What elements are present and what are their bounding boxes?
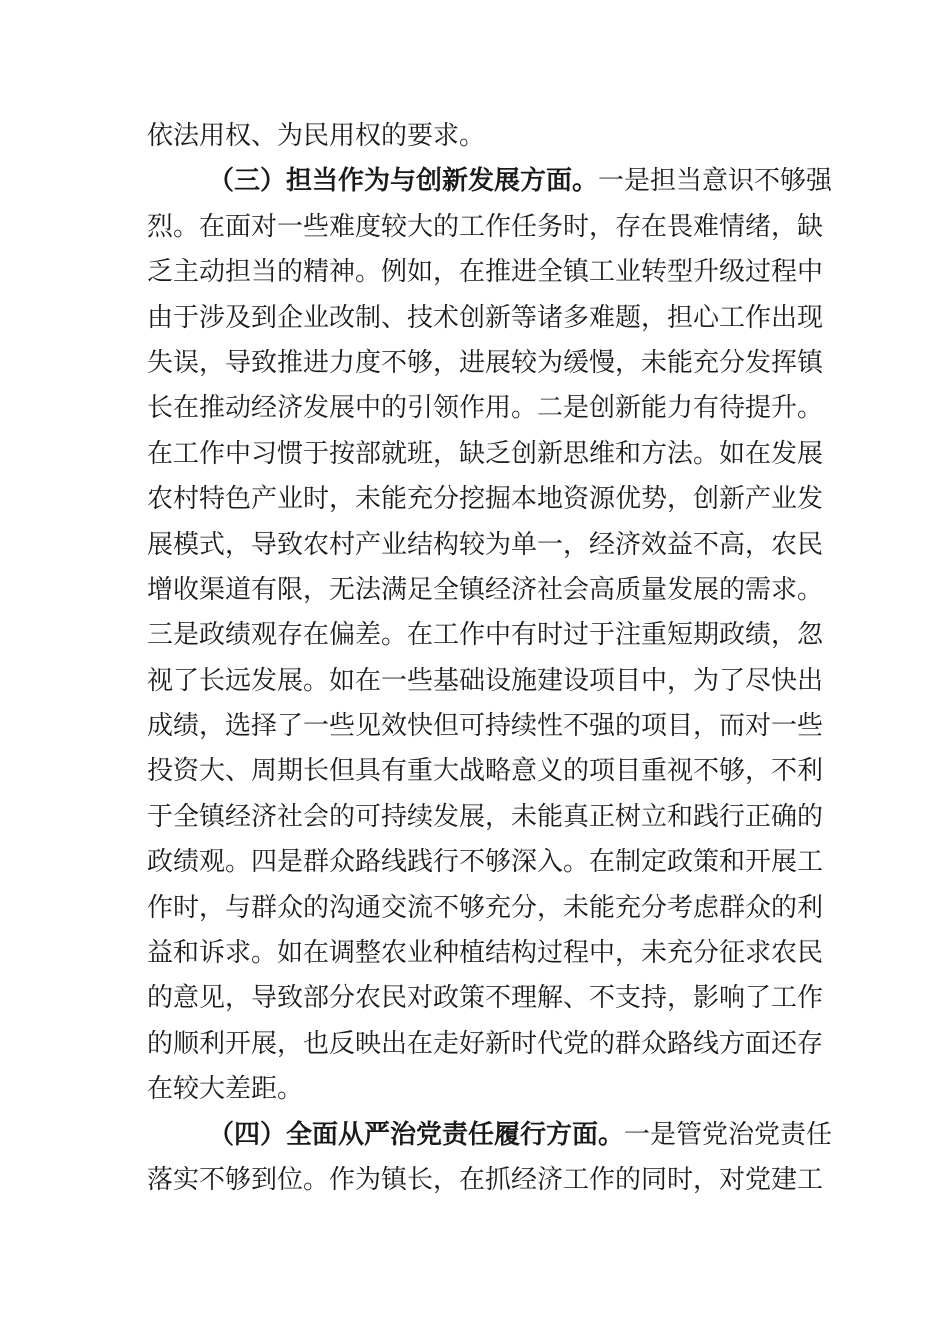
text-span: 在较大差距。	[147, 1074, 304, 1105]
text-line	[147, 659, 824, 704]
text-line	[147, 296, 824, 341]
text-line	[147, 523, 824, 568]
text-line	[147, 341, 824, 386]
text-line	[147, 477, 824, 522]
text-span: 投资大、周期长但具有重大战略意义的项目重视不够，不利	[147, 756, 824, 787]
text-line	[147, 386, 824, 431]
text-span: 的意见，导致部分农民对政策不理解、不支持，影响了工作	[147, 983, 824, 1014]
text-span: 落实不够到位。作为镇长，在抓经济工作的同时，对党建工	[147, 1164, 824, 1195]
text-line	[147, 205, 824, 250]
text-span: 益和诉求。如在调整农业种植结构过程中，未充分征求农民	[147, 938, 824, 969]
text-line	[147, 976, 824, 1021]
text-span: 一是担当意识不够强	[598, 166, 833, 197]
text-span: 长在推动经济发展中的引领作用。二是创新能力有待提升。	[147, 393, 824, 424]
text-span: 政绩观。四是群众路线践行不够深入。在制定政策和开展工	[147, 847, 824, 878]
text-span: 农村特色产业时，未能充分挖掘本地资源优势，创新产业发	[147, 484, 824, 515]
document-body-text	[147, 114, 833, 1203]
text-span: 乏主动担当的精神。例如，在推进全镇工业转型升级过程中	[147, 257, 824, 288]
text-span: 一是管党治党责任	[624, 1119, 833, 1150]
text-line	[147, 250, 824, 295]
text-span: 依法用权、为民用权的要求。	[147, 121, 486, 151]
text-line	[147, 931, 824, 976]
section-heading: （三）担当作为与创新发展方面。	[208, 166, 599, 197]
text-line	[147, 613, 824, 658]
text-span: 由于涉及到企业改制、技术创新等诸多难题，担心工作出现	[147, 302, 824, 333]
text-span: 失误，导致推进力度不够，进展较为缓慢，未能充分发挥镇	[147, 347, 824, 378]
text-line	[147, 159, 833, 204]
text-line	[147, 795, 824, 840]
text-line	[147, 432, 824, 477]
text-line	[147, 568, 824, 613]
text-line	[147, 1158, 824, 1203]
text-span: 成绩，选择了一些见效快但可持续性不强的项目，而对一些	[147, 711, 824, 742]
text-span: 烈。在面对一些难度较大的工作任务时，存在畏难情绪，缺	[147, 211, 824, 242]
text-line	[147, 749, 824, 794]
section-heading: （四）全面从严治党责任履行方面。	[208, 1119, 625, 1150]
text-span: 三是政绩观存在偏差。在工作中有时过于注重短期政绩，忽	[147, 620, 824, 651]
text-line	[147, 704, 824, 749]
text-span: 在工作中习惯于按部就班，缺乏创新思维和方法。如在发展	[147, 438, 824, 469]
text-span: 增收渠道有限，无法满足全镇经济社会高质量发展的需求。	[147, 574, 824, 605]
text-line	[147, 114, 805, 159]
text-line	[147, 1067, 805, 1112]
text-line	[147, 840, 824, 885]
text-span: 作时，与群众的沟通交流不够充分，未能充分考虑群众的利	[147, 892, 824, 923]
text-line	[147, 1113, 833, 1158]
text-span: 视了长远发展。如在一些基础设施建设项目中，为了尽快出	[147, 665, 824, 696]
text-line	[147, 1022, 824, 1067]
text-span: 于全镇经济社会的可持续发展，未能真正树立和践行正确的	[147, 801, 824, 832]
text-line	[147, 886, 824, 931]
text-span: 展模式，导致农村产业结构较为单一，经济效益不高，农民	[147, 529, 824, 560]
text-span: 的顺利开展，也反映出在走好新时代党的群众路线方面还存	[147, 1028, 824, 1059]
